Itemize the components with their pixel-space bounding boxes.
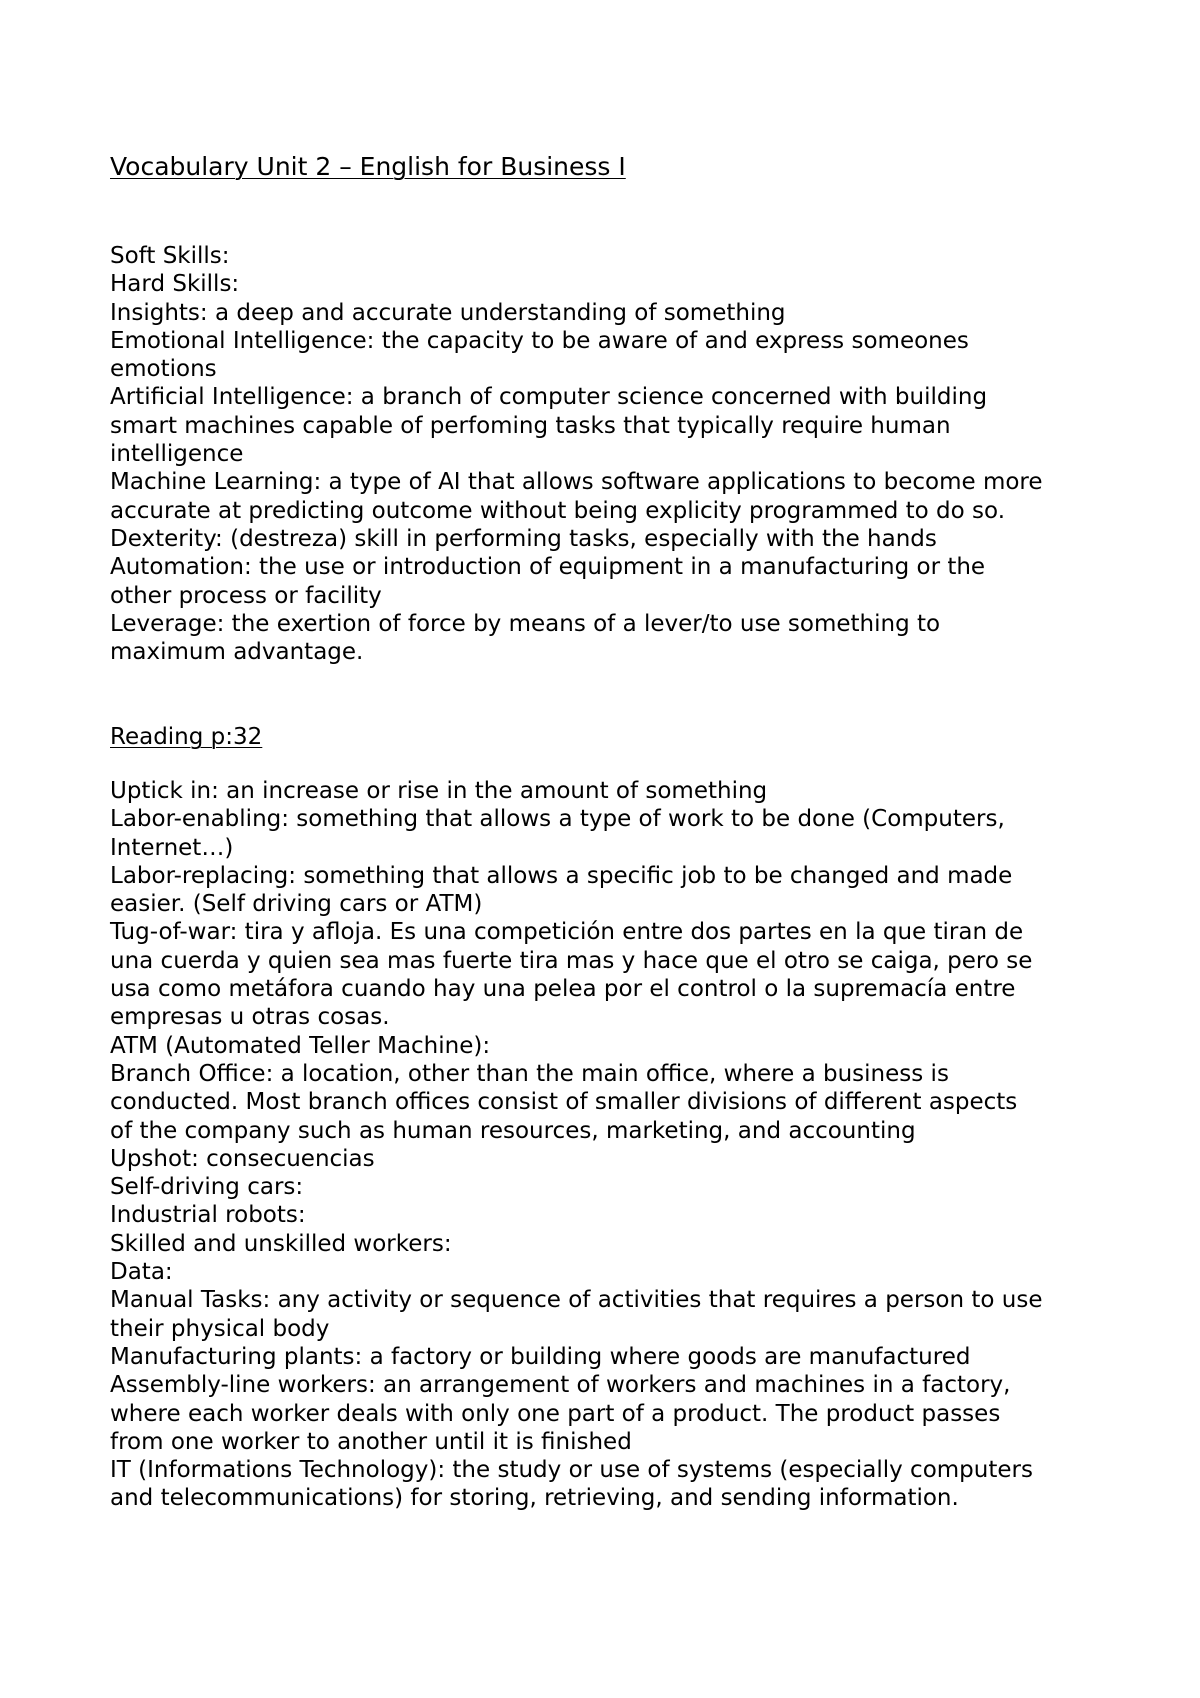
text-line: Machine Learning: a type of AI that allows software applications to become more: [110, 469, 1043, 496]
text-line: accurate at predicting outcome without being explicity programmed to do so.: [110, 497, 1006, 524]
text-line: maximum advantage.: [110, 639, 364, 666]
text-line: of the company such as human resources, marketing, and accounting: [110, 1117, 916, 1144]
text-line: Emotional Intelligence: the capacity to be aware of and express someones: [110, 327, 969, 354]
text-line: other process or facility: [110, 582, 382, 609]
text-line: and telecommunications) for storing, retrieving, and sending information.: [110, 1485, 959, 1512]
text-line: emotions: [110, 356, 217, 383]
text-line: their physical body: [110, 1315, 330, 1342]
text-line: empresas u otras cosas.: [110, 1004, 390, 1031]
text-line: Manufacturing plants: a factory or building where goods are manufactured: [110, 1343, 971, 1370]
reading-vocabulary-list: [110, 777, 1120, 1513]
document-title: Vocabulary Unit 2 – English for Business I: [110, 152, 626, 181]
text-line: Dexterity: (destreza) skill in performing tasks, especially with the hands: [110, 525, 937, 552]
text-line: conducted. Most branch offices consist of smaller divisions of different aspects: [110, 1089, 1018, 1116]
text-line: smart machines capable of perfoming tasks that typically require human: [110, 412, 951, 439]
text-line: una cuerda y quien sea mas fuerte tira mas y hace que el otro se caiga, pero se: [110, 947, 1033, 974]
text-line: usa como metáfora cuando hay una pelea por el control o la supremacía entre: [110, 976, 1016, 1003]
text-line: Labor-enabling: something that allows a type of work to be done (Computers,: [110, 806, 1005, 833]
text-line: intelligence: [110, 441, 244, 468]
text-line: Soft Skills:: [110, 243, 230, 269]
text-line: where each worker deals with only one part of a product. The product passes: [110, 1400, 1001, 1427]
text-line: Insights: a deep and accurate understanding of something: [110, 299, 786, 326]
text-line: Assembly-line workers: an arrangement of workers and machines in a factory,: [110, 1372, 1011, 1399]
text-line: Automation: the use or introduction of equipment in a manufacturing or the: [110, 554, 986, 581]
text-line: Uptick in: an increase or rise in the amount of something: [110, 778, 768, 804]
text-line: Industrial robots:: [110, 1202, 306, 1229]
text-line: Skilled and unskilled workers:: [110, 1230, 452, 1257]
text-line: Self-driving cars:: [110, 1174, 304, 1201]
section-heading-reading: Reading p:32: [110, 724, 263, 750]
text-line: Manual Tasks: any activity or sequence of activities that requires a person to use: [110, 1287, 1043, 1314]
text-line: easier. (Self driving cars or ATM): [110, 891, 483, 918]
text-line: Upshot: consecuencias: [110, 1145, 375, 1172]
text-line: Labor-replacing: something that allows a specific job to be changed and made: [110, 862, 1013, 889]
text-line: ATM (Automated Teller Machine):: [110, 1032, 491, 1059]
text-line: Tug-of-war: tira y afloja. Es una competición entre dos partes en la que tiran de: [110, 919, 1024, 946]
text-line: from one worker to another until it is finished: [110, 1428, 632, 1455]
text-line: Branch Office: a location, other than the main office, where a business is: [110, 1060, 949, 1087]
vocabulary-list: [110, 242, 1120, 666]
text-line: Internet…): [110, 834, 234, 861]
text-line: Hard Skills:: [110, 271, 240, 298]
text-line: IT (Informations Technology): the study or use of systems (especially computers: [110, 1457, 1033, 1484]
text-line: Leverage: the exertion of force by means of a lever/to use something to: [110, 610, 941, 637]
text-line: Data:: [110, 1259, 173, 1286]
text-line: Artificial Intelligence: a branch of computer science concerned with building: [110, 384, 988, 411]
